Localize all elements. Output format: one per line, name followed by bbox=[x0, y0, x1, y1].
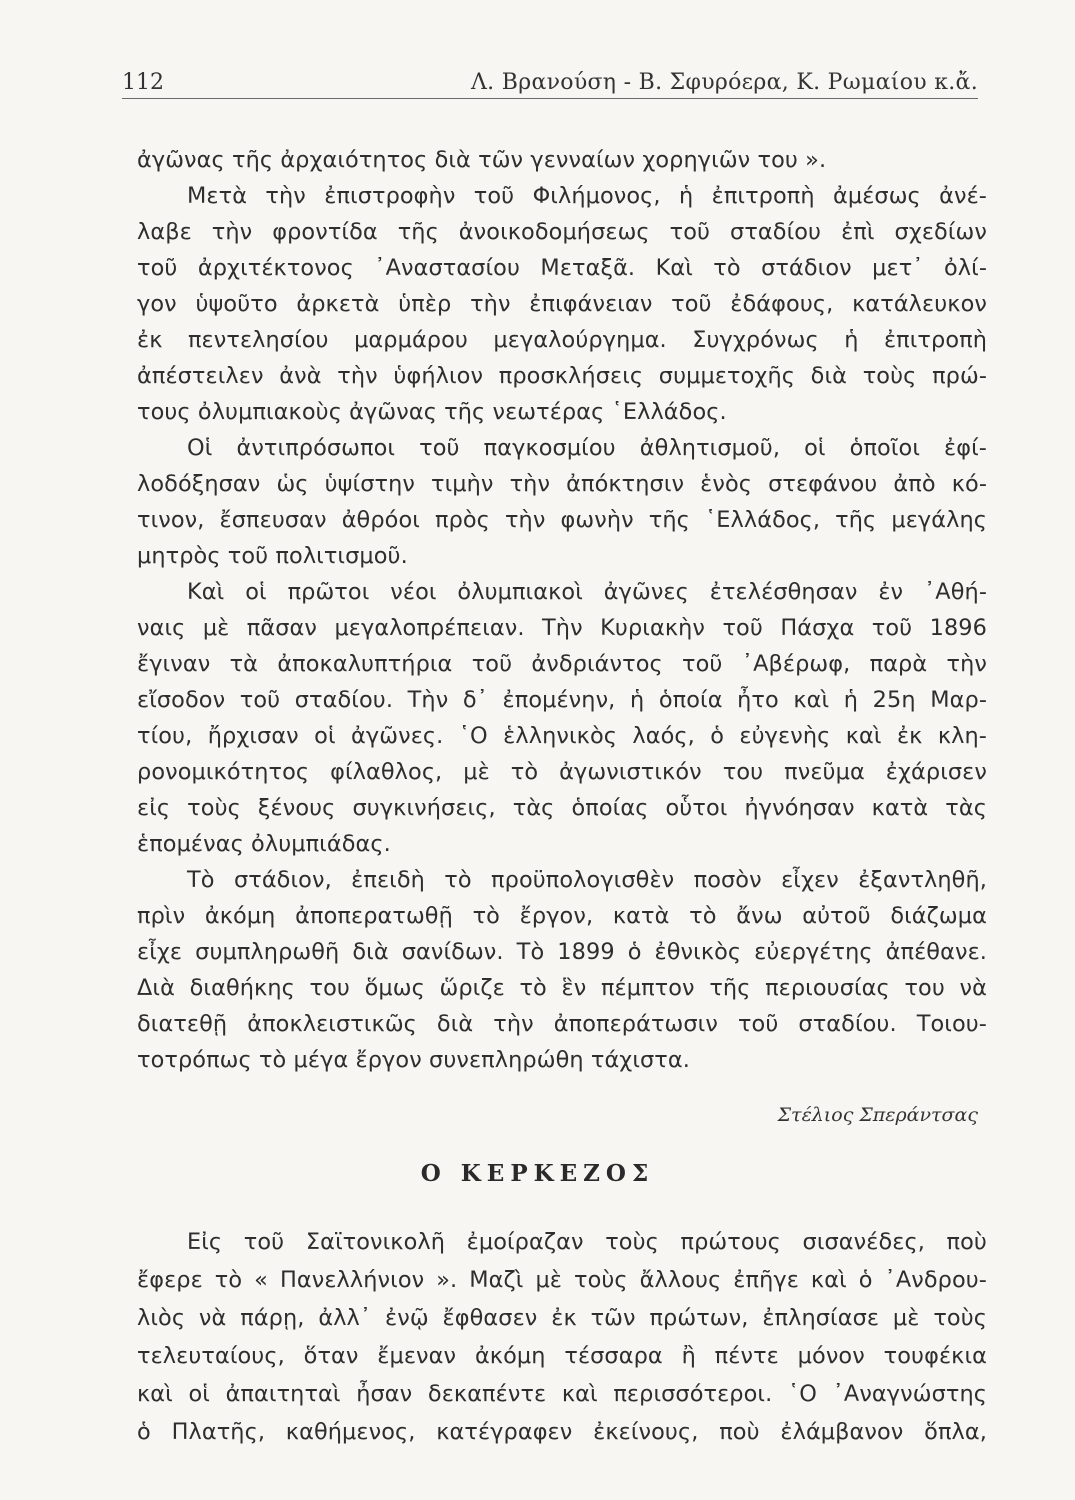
page-number: 112 bbox=[122, 70, 164, 95]
text-line: Καὶ οἱ πρῶτοι νέοι ὀλυμπιακοὶ ἀγῶνες ἐτελέσθησαν ἐν ᾿Αθή- bbox=[187, 579, 987, 605]
text-line: Εἰς τοῦ Σαϊτονικολῆ ἐμοίραζαν τοὺς πρώτους σισανέδες, ποὺ bbox=[187, 1229, 987, 1255]
text-line: διατεθῇ ἀποκλειστικῶς διὰ τὴν ἀποπεράτωσιν τοῦ σταδίου. Τοιου- bbox=[137, 1011, 987, 1037]
text-line: ἐκ πεντελησίου μαρμάρου μεγαλούργημα. Συγχρόνως ἡ ἐπιτροπὴ bbox=[137, 327, 987, 353]
story-title: Ο ΚΕΡΚΕΖΟΣ bbox=[420, 1160, 655, 1187]
text-line: τελευταίους, ὅταν ἔμεναν ἀκόμη τέσσαρα ἢ πέντε μόνον τουφέκια bbox=[137, 1343, 987, 1369]
text-line: εἰς τοὺς ξένους συγκινήσεις, τὰς ὁποίας οὗτοι ἠγνόησαν κατὰ τὰς bbox=[137, 795, 987, 821]
text-line: μητρὸς τοῦ πολιτισμοῦ. bbox=[137, 543, 408, 569]
text-line: Μετὰ τὴν ἐπιστροφὴν τοῦ Φιλήμονος, ἡ ἐπιτροπὴ ἀμέσως ἀνέ- bbox=[187, 183, 987, 209]
text-line: Τὸ στάδιον, ἐπειδὴ τὸ προϋπολογισθὲν ποσὸν εἶχεν ἐξαντληθῆ, bbox=[187, 867, 987, 893]
text-line: γον ὑψοῦτο ἀρκετὰ ὑπὲρ τὴν ἐπιφάνειαν τοῦ ἐδάφους, κατάλευκον bbox=[137, 291, 987, 317]
text-line: Διὰ διαθήκης του ὅμως ὥριζε τὸ ἓν πέμπτον τῆς περιουσίας του νὰ bbox=[137, 975, 987, 1001]
text-line: τοῦ ἀρχιτέκτονος ᾿Αναστασίου Μεταξᾶ. Καὶ τὸ στάδιον μετ᾿ ὀλί- bbox=[137, 255, 987, 281]
text-line: ἀπέστειλεν ἀνὰ τὴν ὑφήλιον προσκλήσεις συμμετοχῆς διὰ τοὺς πρώ- bbox=[137, 363, 987, 389]
text-line: λιὸς νὰ πάρῃ, ἀλλ᾿ ἐνῷ ἔφθασεν ἐκ τῶν πρώτων, ἐπλησίασε μὲ τοὺς bbox=[137, 1305, 987, 1331]
text-line: καὶ οἱ ἀπαιτηταὶ ἦσαν δεκαπέντε καὶ περισσότεροι. ῾Ο ᾿Αναγνώστης bbox=[137, 1381, 987, 1407]
author-signature: Στέλιος Σπεράντσας bbox=[777, 1104, 978, 1126]
text-line: πρὶν ἀκόμη ἀποπερατωθῇ τὸ ἔργον, κατὰ τὸ ἄνω αὐτοῦ διάζωμα bbox=[137, 903, 987, 929]
text-line: ἑπομένας ὀλυμπιάδας. bbox=[137, 831, 391, 857]
text-line: τους ὀλυμπιακοὺς ἀγῶνας τῆς νεωτέρας ῾Ελλάδος. bbox=[137, 399, 727, 425]
running-head bbox=[122, 62, 978, 102]
text-line: ναις μὲ πᾶσαν μεγαλοπρέπειαν. Τὴν Κυριακὴν τοῦ Πάσχα τοῦ 1896 bbox=[137, 615, 987, 641]
text-line: Οἱ ἀντιπρόσωποι τοῦ παγκοσμίου ἀθλητισμοῦ, οἱ ὁποῖοι ἐφί- bbox=[187, 435, 987, 461]
text-line: τίου, ἤρχισαν οἱ ἀγῶνες. ῾Ο ἑλληνικὸς λαός, ὁ εὐγενὴς καὶ ἐκ κλη- bbox=[137, 723, 987, 749]
text-line: τοτρόπως τὸ μέγα ἔργον συνεπληρώθη τάχιστα. bbox=[137, 1047, 690, 1073]
text-line: λοδόξησαν ὡς ὑψίστην τιμὴν τὴν ἀπόκτησιν ἑνὸς στεφάνου ἀπὸ κό- bbox=[137, 471, 987, 497]
text-line: ρονομικότητος φίλαθλος, μὲ τὸ ἀγωνιστικόν του πνεῦμα ἐχάρισεν bbox=[137, 759, 987, 785]
text-line: εἴσοδον τοῦ σταδίου. Τὴν δ᾿ ἐπομένην, ἡ ὁποία ἦτο καὶ ἡ 25η Μαρ- bbox=[137, 687, 987, 713]
text-line: ἔγιναν τὰ ἀποκαλυπτήρια τοῦ ἀνδριάντος τοῦ ᾿Αβέρωφ, παρὰ τὴν bbox=[137, 651, 987, 677]
running-head-authors: Λ. Βρανούση - Β. Σφυρόερα, Κ. Ρωμαίου κ.ἄ. bbox=[470, 70, 978, 95]
text-line: τινον, ἔσπευσαν ἀθρόοι πρὸς τὴν φωνὴν τῆς ῾Ελλάδος, τῆς μεγάλης bbox=[137, 507, 987, 533]
text-line: εἶχε συμπληρωθῆ διὰ σανίδων. Τὸ 1899 ὁ ἐθνικὸς εὐεργέτης ἀπέθανε. bbox=[137, 939, 987, 965]
header-rule bbox=[122, 98, 978, 99]
text-line: ἔφερε τὸ « Πανελλήνιον ». Μαζὶ μὲ τοὺς ἄλλους ἐπῆγε καὶ ὁ ᾿Ανδρου- bbox=[137, 1267, 987, 1293]
text-line: ὁ Πλατῆς, καθήμενος, κατέγραφεν ἐκείνους, ποὺ ἐλάμβανον ὅπλα, bbox=[137, 1419, 987, 1445]
text-line: ἀγῶνας τῆς ἀρχαιότητος διὰ τῶν γενναίων χορηγιῶν του ». bbox=[137, 147, 827, 173]
text-line: λαβε τὴν φροντίδα τῆς ἀνοικοδομήσεως τοῦ σταδίου ἐπὶ σχεδίων bbox=[137, 219, 987, 245]
